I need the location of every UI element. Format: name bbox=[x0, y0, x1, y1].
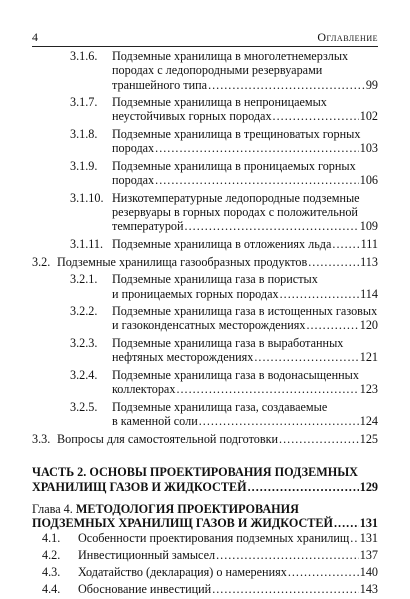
toc-entry-body bbox=[112, 127, 378, 156]
dot-leader bbox=[248, 480, 359, 494]
part-heading-line: ЧАСТЬ 2. ОСНОВЫ ПРОЕКТИРОВАНИЯ ПОДЗЕМНЫХ bbox=[32, 465, 358, 480]
dot-leader bbox=[350, 531, 358, 545]
chapter-label: Глава 4. bbox=[32, 501, 76, 516]
toc-leader-line bbox=[57, 432, 378, 446]
toc-page-number: 131 bbox=[359, 531, 378, 546]
toc-leader-line bbox=[112, 237, 378, 251]
toc-page-number: 140 bbox=[359, 565, 378, 580]
toc-entry-body bbox=[112, 159, 378, 188]
dot-leader bbox=[155, 173, 359, 187]
toc-leader-line bbox=[112, 318, 378, 332]
toc-page-number: 121 bbox=[359, 350, 378, 365]
dot-leader bbox=[208, 78, 365, 92]
toc-entry-body bbox=[57, 432, 378, 446]
toc-entry-number: 3.3. bbox=[32, 431, 51, 446]
page-number: 4 bbox=[32, 30, 38, 44]
toc-entry bbox=[32, 368, 378, 397]
toc-leader-line bbox=[78, 548, 378, 562]
toc-entry-line: Подземные хранилища газа в истощенных газовых bbox=[112, 304, 378, 319]
toc-leader-line bbox=[32, 516, 378, 530]
dot-leader bbox=[332, 237, 359, 251]
toc-entry-text: ХРАНИЛИЩ ГАЗОВ И ЖИДКОСТЕЙ bbox=[32, 479, 247, 494]
dot-leader bbox=[308, 255, 359, 269]
toc-entry-body bbox=[112, 191, 378, 234]
toc-leader-line bbox=[112, 219, 378, 233]
toc-entry-number: 3.1.9. bbox=[70, 158, 98, 173]
toc-entry-number: 3.1.7. bbox=[70, 95, 98, 110]
dot-leader bbox=[199, 414, 359, 428]
toc-entry bbox=[32, 191, 378, 234]
toc-entry bbox=[32, 159, 378, 188]
table-of-contents bbox=[32, 47, 378, 599]
toc-entry-text: и газоконденсатных месторождениях bbox=[112, 318, 306, 333]
toc-entry-text: Обоснование инвестиций bbox=[78, 581, 212, 596]
toc-entry-body bbox=[57, 255, 378, 269]
toc-entry bbox=[32, 548, 378, 562]
running-title: Оглавление bbox=[317, 30, 378, 44]
toc-entry-body bbox=[112, 400, 378, 429]
toc-page-number: 137 bbox=[359, 548, 378, 563]
toc-page-number: 124 bbox=[359, 414, 378, 429]
toc-entry-number: 4.3. bbox=[42, 565, 61, 580]
part-heading bbox=[32, 465, 378, 494]
toc-page-number: 113 bbox=[360, 254, 378, 269]
toc-entry bbox=[32, 582, 378, 596]
chapter-heading bbox=[32, 502, 378, 531]
chapter-heading-line bbox=[32, 502, 378, 516]
toc-entry-body bbox=[112, 49, 378, 92]
toc-leader-line bbox=[78, 565, 378, 579]
toc-entry-number: 3.2. bbox=[32, 254, 51, 269]
toc-entry-body bbox=[112, 95, 378, 124]
toc-entry-number: 3.1.6. bbox=[70, 49, 98, 63]
toc-entry bbox=[32, 255, 378, 269]
toc-entry-text: и проницаемых горных породах bbox=[112, 286, 279, 301]
dot-leader bbox=[280, 287, 360, 301]
dot-leader bbox=[185, 219, 359, 233]
toc-leader-line bbox=[112, 287, 378, 301]
toc-page-number: 109 bbox=[359, 219, 378, 234]
toc-entry-text: Подземные хранилища в отложениях льда bbox=[112, 237, 332, 252]
toc-entry bbox=[32, 127, 378, 156]
toc-entry-body bbox=[112, 336, 378, 365]
toc-entry-line: Подземные хранилища газа в выработанных bbox=[112, 336, 344, 351]
toc-leader-line bbox=[32, 480, 378, 494]
toc-page-number: 125 bbox=[359, 431, 378, 446]
toc-entry-number: 4.1. bbox=[42, 531, 61, 546]
toc-entry-text: температурой bbox=[112, 219, 184, 234]
toc-leader-line bbox=[112, 141, 378, 155]
toc-entry bbox=[32, 565, 378, 579]
toc-entry-line: Низкотемпературные ледопородные подземные bbox=[112, 190, 360, 205]
toc-entry-body bbox=[78, 548, 378, 562]
toc-entry-line: Подземные хранилища газа в водонасыщенных bbox=[112, 367, 359, 382]
toc-page-number: 99 bbox=[365, 77, 378, 92]
toc-entry-number: 4.4. bbox=[42, 581, 61, 596]
toc-page-number: 106 bbox=[359, 173, 378, 188]
toc-entry-text: неустойчивых горных породах bbox=[112, 109, 272, 124]
toc-page-number: 120 bbox=[359, 318, 378, 333]
toc-page-number: 102 bbox=[359, 109, 378, 124]
page-header bbox=[32, 30, 378, 47]
toc-entry bbox=[32, 400, 378, 429]
toc-entry-body bbox=[78, 565, 378, 579]
toc-leader-line bbox=[112, 350, 378, 364]
toc-entry-text: породах bbox=[112, 141, 155, 156]
dot-leader bbox=[216, 548, 359, 562]
toc-entry-line: Подземные хранилища в непроницаемых bbox=[112, 95, 327, 110]
toc-entry bbox=[32, 432, 378, 446]
toc-entry-line: Подземные хранилища газа в пористых bbox=[112, 272, 318, 287]
toc-entry bbox=[32, 531, 378, 545]
dot-leader bbox=[254, 350, 358, 364]
toc-leader-line bbox=[112, 109, 378, 123]
dot-leader bbox=[288, 565, 359, 579]
toc-entry-number: 3.1.8. bbox=[70, 127, 98, 142]
toc-entry-body bbox=[112, 304, 378, 333]
toc-entry-number: 3.2.1. bbox=[70, 272, 98, 287]
toc-page-number: 111 bbox=[360, 237, 378, 252]
toc-entry-number: 4.2. bbox=[42, 548, 61, 563]
toc-page-number: 131 bbox=[359, 516, 378, 531]
toc-entry-line: резервуары в горных породах с положительной bbox=[112, 205, 358, 220]
toc-entry-text: Инвестиционный замысел bbox=[78, 548, 216, 563]
toc-entry-text: в каменной соли bbox=[112, 414, 198, 429]
dot-leader bbox=[155, 141, 359, 155]
toc-page-number: 114 bbox=[360, 286, 378, 301]
toc-entry-text: Вопросы для самостоятельной подготовки bbox=[57, 431, 279, 446]
toc-entry-text: Особенности проектирования подземных хранилищ bbox=[78, 531, 350, 546]
dot-leader bbox=[306, 318, 358, 332]
toc-leader-line bbox=[112, 173, 378, 187]
toc-entry-text: породах bbox=[112, 173, 155, 188]
toc-page-number: 123 bbox=[359, 382, 378, 397]
toc-entry bbox=[32, 237, 378, 251]
toc-leader-line bbox=[78, 582, 378, 596]
toc-entry-line: Подземные хранилища в проницаемых горных bbox=[112, 158, 356, 173]
toc-entry-body bbox=[112, 368, 378, 397]
toc-page-number: 129 bbox=[359, 479, 378, 494]
toc-entry-number: 3.2.4. bbox=[70, 367, 98, 382]
toc-page-number: 103 bbox=[359, 141, 378, 156]
toc-entry bbox=[32, 336, 378, 365]
toc-entry-body bbox=[78, 582, 378, 596]
toc-entry-line: Подземные хранилища газа, создаваемые bbox=[112, 399, 328, 414]
toc-entry-number: 3.1.10. bbox=[70, 190, 104, 205]
toc-entry-text: траншейного типа bbox=[112, 77, 208, 92]
toc-leader-line bbox=[112, 78, 378, 92]
toc-entry-body bbox=[112, 272, 378, 301]
toc-entry-number: 3.2.2. bbox=[70, 304, 98, 319]
toc-entry-text: коллекторах bbox=[112, 382, 176, 397]
dot-leader bbox=[279, 432, 359, 446]
toc-entry bbox=[32, 304, 378, 333]
toc-entry-number: 3.2.3. bbox=[70, 336, 98, 351]
toc-entry bbox=[32, 49, 378, 92]
toc-entry-text: Подземные хранилища газообразных продуктов bbox=[57, 254, 308, 269]
toc-entry-body bbox=[112, 237, 378, 251]
toc-entry-line: породах с ледопородными резервуарами bbox=[112, 63, 323, 78]
toc-entry bbox=[32, 95, 378, 124]
toc-page-number: 143 bbox=[359, 581, 378, 596]
dot-leader bbox=[273, 109, 359, 123]
dot-leader bbox=[334, 516, 359, 530]
toc-entry-number: 3.1.11. bbox=[70, 237, 104, 252]
toc-leader-line bbox=[112, 382, 378, 396]
toc-entry-line: Подземные хранилища в многолетнемерзлых bbox=[112, 49, 349, 63]
toc-entry-line: Подземные хранилища в трещиноватых горных bbox=[112, 127, 361, 142]
toc-entry-body bbox=[78, 531, 378, 545]
dot-leader bbox=[176, 382, 358, 396]
toc-leader-line bbox=[57, 255, 378, 269]
toc-entry-number: 3.2.5. bbox=[70, 399, 98, 414]
dot-leader bbox=[212, 582, 359, 596]
toc-entry-text: Ходатайство (декларация) о намерениях bbox=[78, 565, 287, 580]
toc-entry bbox=[32, 272, 378, 301]
toc-entry-text: нефтяных месторождениях bbox=[112, 350, 254, 365]
toc-entry-text: ПОДЗЕМНЫХ ХРАНИЛИЩ ГАЗОВ И ЖИДКОСТЕЙ bbox=[32, 516, 333, 531]
toc-leader-line bbox=[112, 414, 378, 428]
chapter-title-line: МЕТОДОЛОГИЯ ПРОЕКТИРОВАНИЯ bbox=[75, 501, 299, 516]
toc-leader-line bbox=[78, 531, 378, 545]
